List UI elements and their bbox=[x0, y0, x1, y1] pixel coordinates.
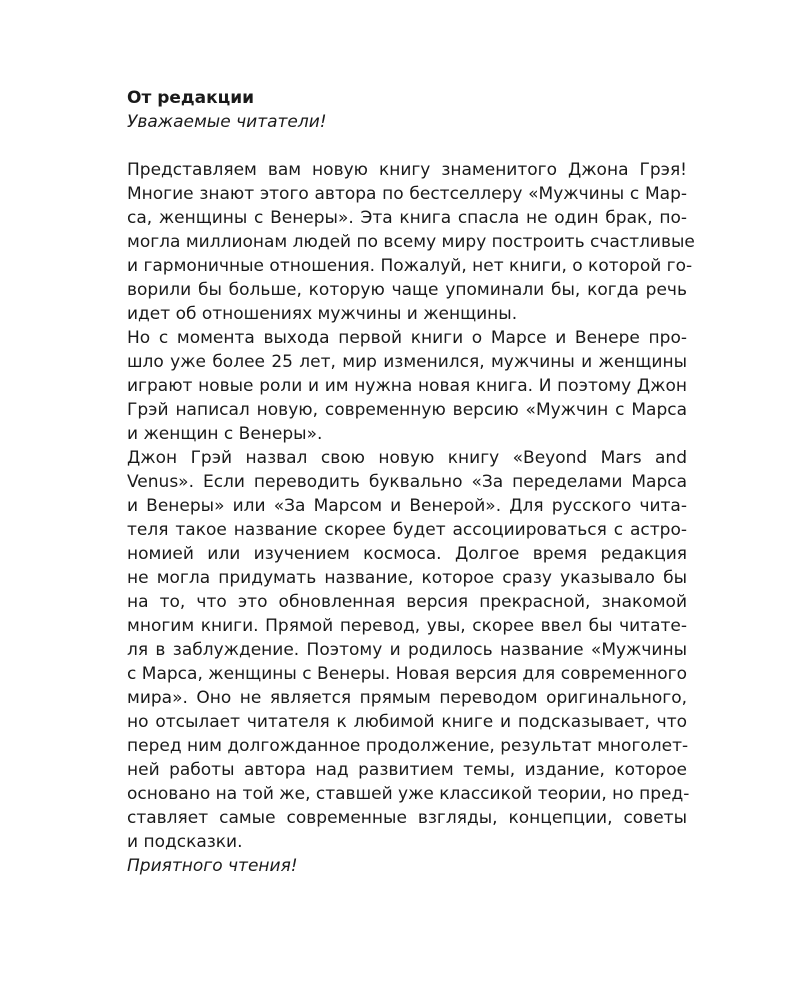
text-line: могла миллионам людей по всему миру построить счастливые bbox=[127, 232, 695, 252]
text-line: и подсказки. bbox=[127, 832, 243, 852]
text-line: теля такое название скорее будет ассоциироваться с астро- bbox=[127, 520, 687, 540]
text-line: не могла придумать название, которое сразу указывало бы bbox=[127, 568, 687, 588]
text-line: Грэй написал новую, современную версию «Мужчин с Марса bbox=[127, 400, 687, 420]
text-line: ворили бы больше, которую чаще упоминали бы, когда речь bbox=[127, 280, 687, 300]
text-line: Представляем вам новую книгу знаменитого Джона Грэя! bbox=[127, 160, 687, 180]
salutation: Уважаемые читатели! bbox=[127, 112, 327, 132]
text-line: ля в заблуждение. Поэтому и родилось название «Мужчины bbox=[127, 640, 687, 660]
editorial-page bbox=[127, 86, 695, 878]
text-line: и гармоничные отношения. Пожалуй, нет книги, о которой го- bbox=[127, 256, 693, 276]
text-line: идет об отношениях мужчины и женщины. bbox=[127, 304, 518, 324]
page-heading: От редакции bbox=[127, 88, 255, 108]
text-line: но отсылает читателя к любимой книге и подсказывает, что bbox=[127, 712, 687, 732]
text-line: Но с момента выхода первой книги о Марсе и Венере про- bbox=[127, 328, 687, 348]
closing-text: Приятного чтения! bbox=[127, 856, 298, 876]
text-line: шло уже более 25 лет, мир изменился, мужчины и женщины bbox=[127, 352, 687, 372]
text-line: са, женщины с Венеры». Эта книга спасла не один брак, по- bbox=[127, 208, 687, 228]
text-line: мира». Оно не является прямым переводом оригинального, bbox=[127, 688, 687, 708]
body-text bbox=[127, 158, 695, 854]
text-line: Многие знают этого автора по бестселлеру «Мужчины с Мар- bbox=[127, 184, 687, 204]
text-line: Джон Грэй назвал свою новую книгу «Beyond Mars and bbox=[127, 448, 687, 468]
text-line: Venus». Если переводить буквально «За переделами Марса bbox=[127, 472, 687, 492]
text-line: основано на той же, ставшей уже классикой теории, но пред- bbox=[127, 784, 690, 804]
text-line: перед ним долгожданное продолжение, результат многолет- bbox=[127, 736, 689, 756]
closing-line bbox=[127, 854, 687, 878]
text-line: на то, что это обновленная версия прекрасной, знакомой bbox=[127, 592, 687, 612]
paragraph-gap bbox=[127, 134, 687, 158]
text-line: играют новые роли и им нужна новая книга. И поэтому Джон bbox=[127, 376, 687, 396]
text-line: ставляет самые современные взгляды, концепции, советы bbox=[127, 808, 687, 828]
text-line: ней работы автора над развитием темы, издание, которое bbox=[127, 760, 687, 780]
text-line: номией или изучением космоса. Долгое время редакция bbox=[127, 544, 687, 564]
text-line: и Венеры» или «За Марсом и Венерой». Для русского чита- bbox=[127, 496, 687, 516]
text-line: и женщин с Венеры». bbox=[127, 424, 323, 444]
text-line: с Марса, женщины с Венеры. Новая версия для современного bbox=[127, 664, 687, 684]
text-line: многим книги. Прямой перевод, увы, скорее ввел бы читате- bbox=[127, 616, 687, 636]
